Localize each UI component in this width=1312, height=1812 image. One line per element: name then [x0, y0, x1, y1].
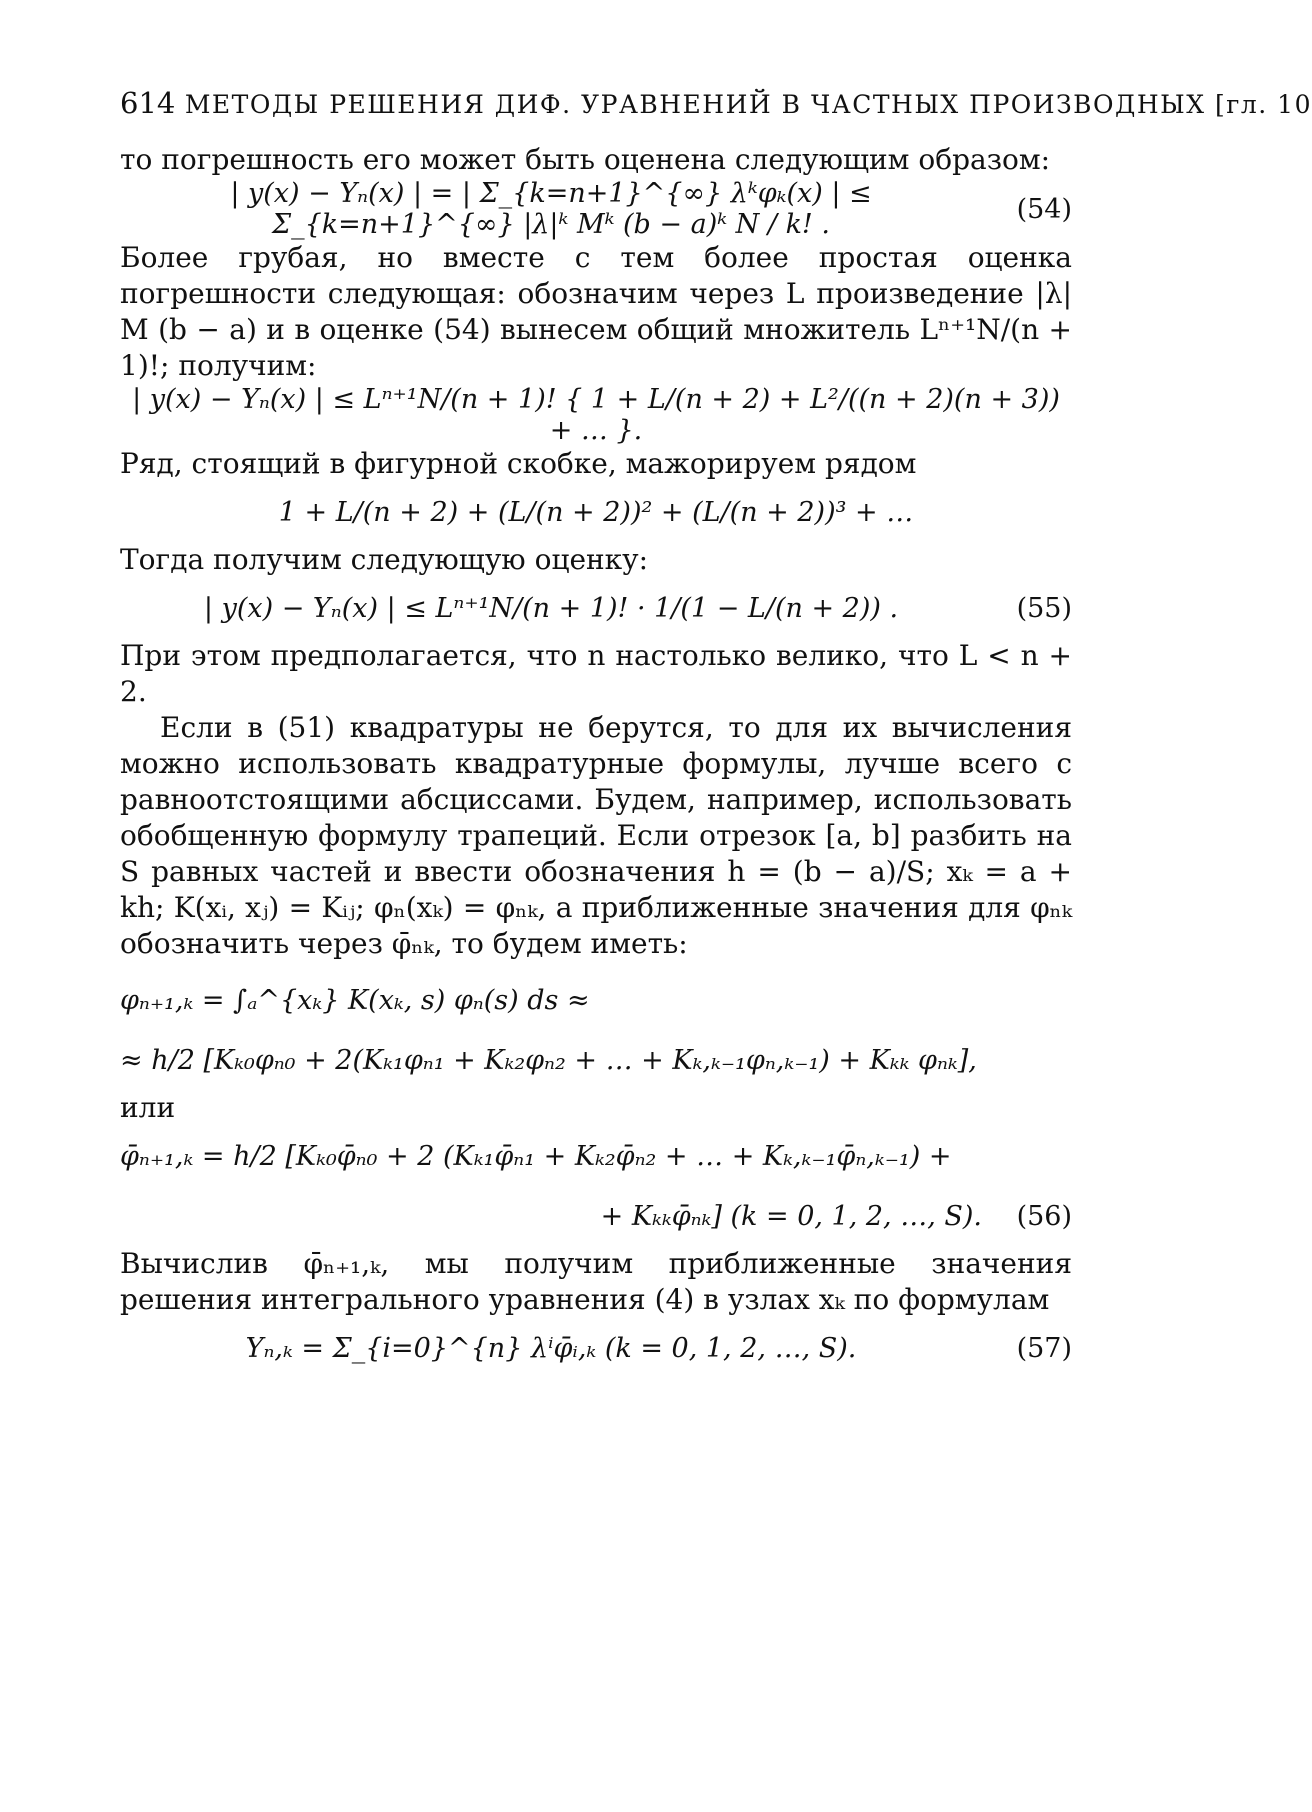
equation-trapezoid-body: ≈ h/2 [Kₖ₀φₙ₀ + 2(Kₖ₁φₙ₁ + Kₖ₂φₙ₂ + … + Kₖ,ₖ₋₁φₙ,ₖ₋₁) + Kₖₖ φₙₖ],	[120, 1044, 977, 1076]
paragraph-7: или	[120, 1091, 176, 1124]
equation-series	[120, 482, 1072, 542]
paragraph-5: При этом предполагается, что n настолько велико, что L < n + 2.	[120, 639, 1072, 708]
equation-56-line2-body: + Kₖₖφ̄ₙₖ] (k = 0, 1, 2, …, S).	[600, 1200, 982, 1232]
equation-integral	[120, 970, 1072, 1030]
equation-57-body: Yₙ,ₖ = Σ_{i=0}^{n} λⁱφ̄ᵢ,ₖ (k = 0, 1, 2, …, S).	[245, 1332, 857, 1364]
equation-54-body: | y(x) − Yₙ(x) | = | Σ_{k=n+1}^{∞} λᵏφₖ(x) | ≤ Σ_{k=n+1}^{∞} |λ|ᵏ Mᵏ (b − a)ᵏ N / k! .	[230, 178, 872, 240]
paragraph-6: Если в (51) квадратуры не берутся, то для их вычисления можно использовать квадратурные формулы, лучше всего с равноотстоящими абсциссами. Будем, например, использовать обобщенную формулу трапеций. Если отрезок [a, b] разбить на S равных частей и ввести обозначения h = (b − a)/S; xₖ = a + kh; K(xᵢ, xⱼ) = Kᵢⱼ; φₙ(xₖ) = φₙₖ, а приближенные значения для φₙₖ обозначить через φ̄ₙₖ, то будем иметь:	[120, 711, 1072, 960]
equation-56-line1	[120, 1126, 1072, 1186]
equation-57	[120, 1318, 1072, 1378]
page-number: 614	[120, 86, 176, 120]
equation-55	[120, 578, 1072, 638]
equation-56-tag: (56)	[1016, 1200, 1072, 1232]
paragraph-4: Тогда получим следующую оценку:	[120, 543, 649, 576]
running-title: МЕТОДЫ РЕШЕНИЯ ДИФ. УРАВНЕНИЙ В ЧАСТНЫХ ПРОИЗВОДНЫХ	[184, 90, 1206, 119]
paragraph-8: Вычислив φ̄ₙ₊₁,ₖ, мы получим приближенные значения решения интегрального уравнения (4) в узлах xₖ по формулам	[120, 1247, 1072, 1316]
equation-integral-body: φₙ₊₁,ₖ = ∫ₐ^{xₖ} K(xₖ, s) φₙ(s) ds ≈	[120, 984, 590, 1016]
page	[120, 86, 1312, 1378]
equation-54-tag: (54)	[1016, 193, 1072, 225]
running-head	[120, 86, 1312, 120]
equation-55-tag: (55)	[1016, 592, 1072, 624]
paragraph-1: то погрешность его может быть оценена следующим образом:	[120, 143, 1051, 176]
equation-57-tag: (57)	[1016, 1332, 1072, 1364]
equation-56-line2	[120, 1186, 1072, 1246]
equation-series-body: 1 + L/(n + 2) + (L/(n + 2))² + (L/(n + 2))³ + …	[278, 496, 914, 528]
paragraph-3: Ряд, стоящий в фигурной скобке, мажорируем рядом	[120, 447, 917, 480]
paragraph-2: Более грубая, но вместе с тем более простая оценка погрешности следующая: обозначим через L произведение |λ| M (b − a) и в оценке (54) вынесем общий множитель Lⁿ⁺¹N/(n + 1)!; получим:	[120, 241, 1072, 382]
equation-55-body: | y(x) − Yₙ(x) | ≤ Lⁿ⁺¹N/(n + 1)! · 1/(1 − L/(n + 2)) .	[203, 592, 899, 624]
equation-trapezoid	[120, 1030, 1072, 1090]
equation-56-line1-body: φ̄ₙ₊₁,ₖ = h/2 [Kₖ₀φ̄ₙ₀ + 2 (Kₖ₁φ̄ₙ₁ + Kₖ₂φ̄ₙ₂ + … + Kₖ,ₖ₋₁φ̄ₙ,ₖ₋₁) +	[120, 1140, 952, 1172]
equation-54	[120, 178, 1072, 240]
chapter-ref: [гл. 10	[1215, 90, 1312, 119]
equation-bound-body: | y(x) − Yₙ(x) | ≤ Lⁿ⁺¹N/(n + 1)! { 1 + L/(n + 2) + L²/((n + 2)(n + 3)) + … }.	[132, 384, 1060, 446]
equation-bound	[120, 384, 1072, 446]
